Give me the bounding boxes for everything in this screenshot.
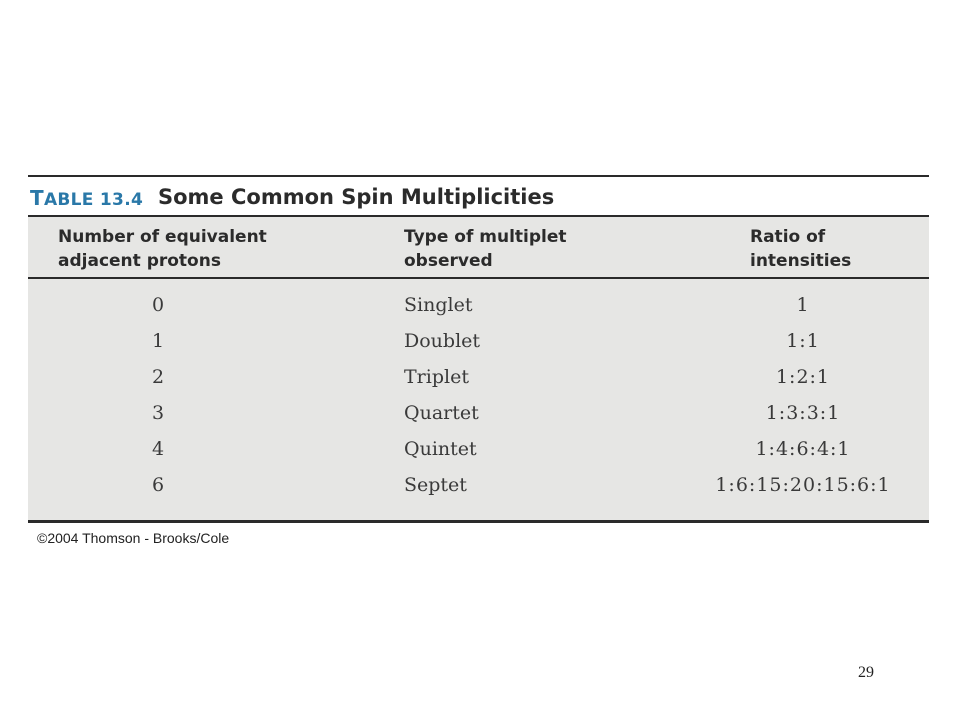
spin-multiplicity-table xyxy=(28,175,929,523)
cell-multiplet-type: Doublet xyxy=(404,330,481,352)
table-row xyxy=(28,430,929,466)
cell-proton-count: 0 xyxy=(151,294,165,316)
header-equivalent-protons: Number of equivalent adjacent protons xyxy=(58,227,267,271)
cell-intensity-ratio: 1:4:6:4:1 xyxy=(755,438,851,460)
table-number-label: TABLE 13.4 xyxy=(30,186,144,210)
copyright-notice: ©2004 Thomson - Brooks/Cole xyxy=(37,530,230,546)
cell-multiplet-type: Singlet xyxy=(404,294,473,316)
table-row xyxy=(28,322,929,358)
cell-multiplet-type: Quartet xyxy=(404,402,479,424)
table-header-row xyxy=(28,217,929,279)
page-number: 29 xyxy=(858,664,874,681)
table-title: Some Common Spin Multiplicities xyxy=(158,185,555,209)
cell-intensity-ratio: 1:1 xyxy=(786,330,820,352)
cell-intensity-ratio: 1:2:1 xyxy=(775,366,831,388)
cell-intensity-ratio: 1:6:15:20:15:6:1 xyxy=(715,474,891,496)
table-row xyxy=(28,358,929,394)
table-row xyxy=(28,394,929,430)
table-caption xyxy=(28,177,929,217)
cell-multiplet-type: Septet xyxy=(404,474,467,496)
cell-intensity-ratio: 1 xyxy=(796,294,810,316)
cell-proton-count: 1 xyxy=(151,330,165,352)
header-intensity-ratio: Ratio of intensities xyxy=(750,227,852,271)
cell-intensity-ratio: 1:3:3:1 xyxy=(765,402,841,424)
cell-proton-count: 4 xyxy=(151,438,165,460)
table-row xyxy=(28,286,929,322)
table-row xyxy=(28,466,929,502)
cell-proton-count: 6 xyxy=(151,474,165,496)
cell-multiplet-type: Triplet xyxy=(404,366,469,388)
cell-proton-count: 2 xyxy=(151,366,165,388)
header-multiplet-type: Type of multiplet observed xyxy=(404,227,567,271)
cell-multiplet-type: Quintet xyxy=(404,438,477,460)
cell-proton-count: 3 xyxy=(151,402,165,424)
